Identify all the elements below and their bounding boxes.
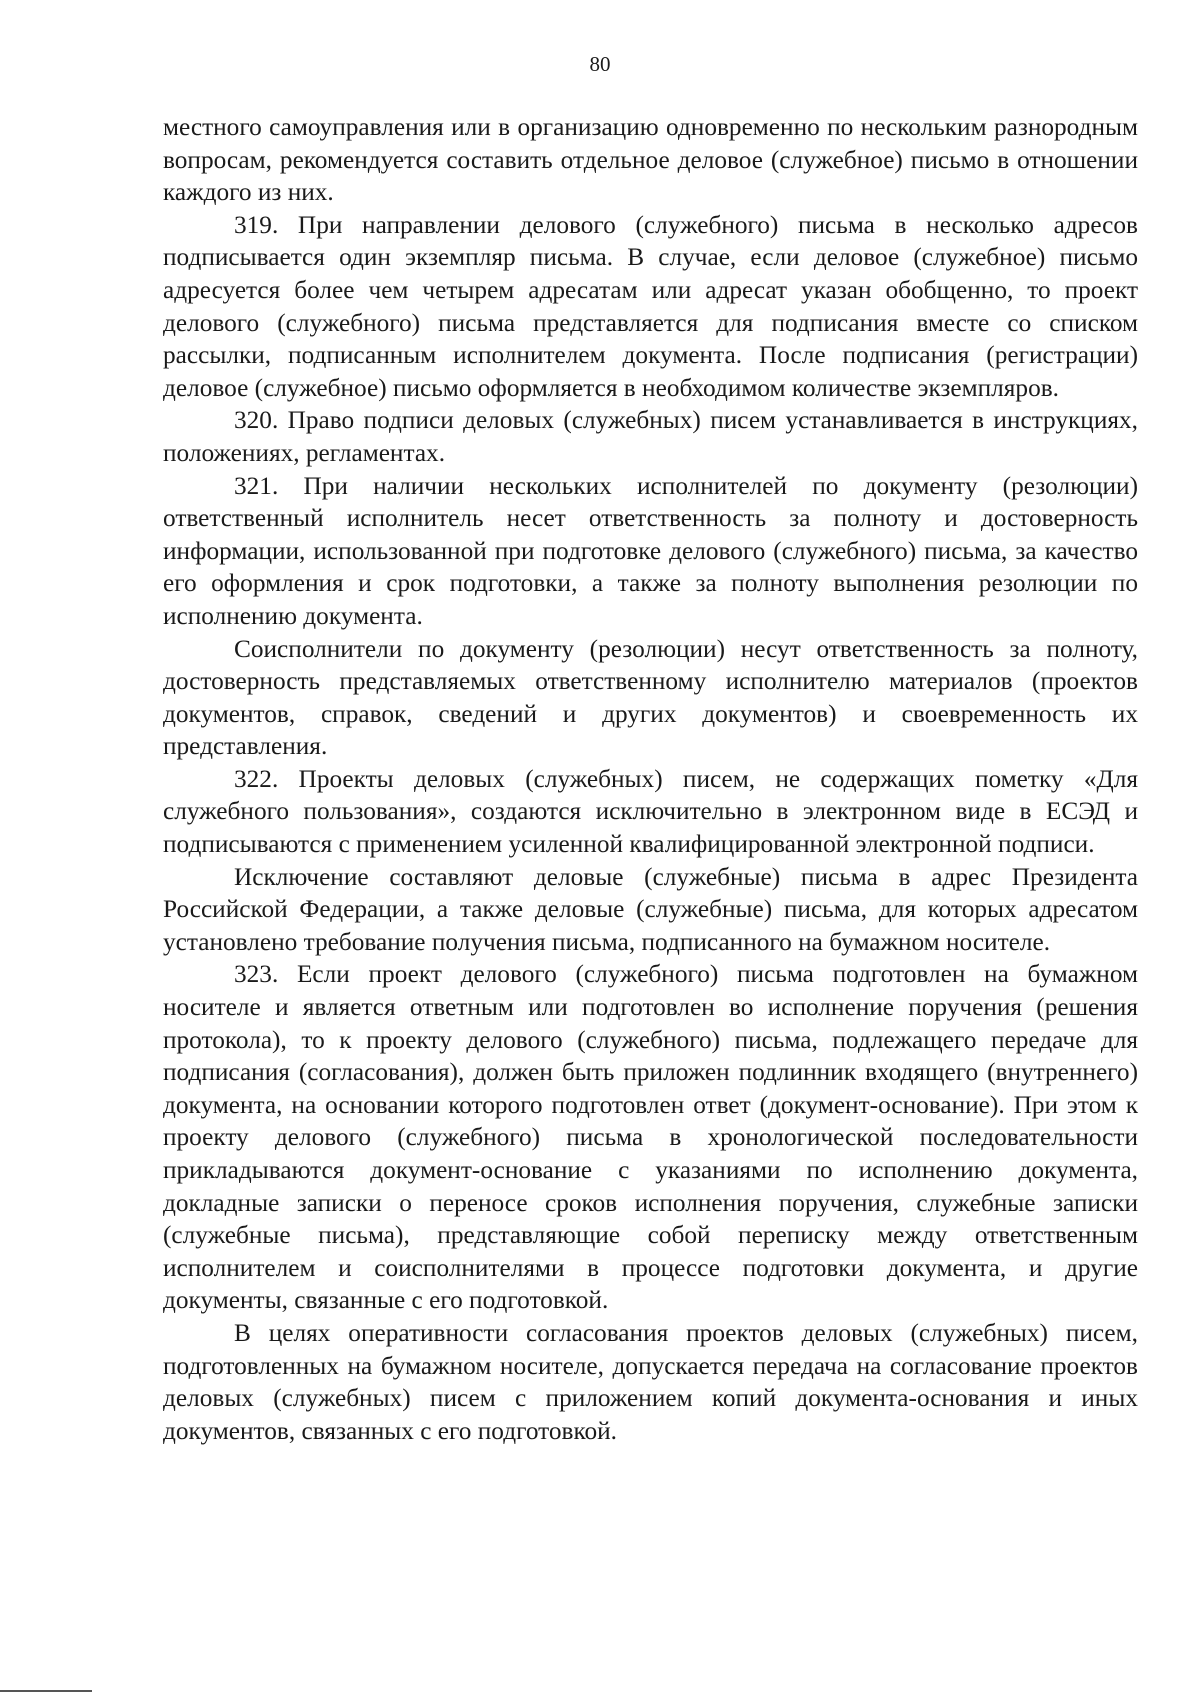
paragraph-323: 323. Если проект делового (служебного) письма подготовлен на бумажном носителе и является ответным или подготовлен во исполнение поручения (решения протокола), то к проекту делового (служебного) письма, подлежащего передаче для подписания (согласования), должен быть приложен подлинник входящего (внутреннего) документа, на основании которого подготовлен ответ (документ-основание). При этом к проекту делового (служебного) письма в хронологической последовательности прикладываются документ-основание с указаниями по исполнению документа, докладные записки о переносе сроков исполнения поручения, служебные записки (служебные письма), представляющие собой переписку между ответственным исполнителем и соисполнителями в процессе подготовки документа, и другие документы, связанные с его подготовкой.: [163, 960, 1138, 1315]
paragraph-321-coexecutors: Соисполнители по документу (резолюции) несут ответственность за полноту, достоверность представляемых ответственному исполнителю материалов (проектов документов, справок, сведений и других документов) и своевременность их представления.: [163, 634, 1138, 761]
document-body: [163, 111, 1138, 1447]
paragraph-321: 321. При наличии нескольких исполнителей по документу (резолюции) ответственный исполнитель несет ответственность за полноту и достоверность информации, использованной при подготовке делового (служебного) письма, за качество его оформления и срок подготовки, а также за полноту выполнения резолюции по исполнению документа.: [163, 471, 1138, 630]
paragraph-continuation: местного самоуправления или в организацию одновременно по нескольким разнородным вопросам, рекомендуется составить отдельное деловое (служебное) письмо в отношении каждого из них.: [163, 113, 1138, 207]
scan-edge-mark: [0, 1690, 92, 1692]
paragraph-323-approval: В целях оперативности согласования проектов деловых (служебных) писем, подготовленных на бумажном носителе, допускается передача на согласование проектов деловых (служебных) писем с приложением копий документа-основания и иных документов, связанных с его подготовкой.: [163, 1318, 1138, 1445]
paragraph-322: 322. Проекты деловых (служебных) писем, не содержащих пометку «Для служебного пользования», создаются исключительно в электронном виде в ЕСЭД и подписываются с применением усиленной квалифицированной электронной подписи.: [163, 764, 1138, 859]
page-number: 80: [589, 52, 611, 76]
paragraph-320: 320. Право подписи деловых (служебных) писем устанавливается в инструкциях, положениях, регламентах.: [163, 406, 1138, 467]
paragraph-322-exception: Исключение составляют деловые (служебные) письма в адрес Президента Российской Федерации, а также деловые (служебные) письма, для которых адресатом установлено требование получения письма, подписанного на бумажном носителе.: [163, 862, 1138, 956]
paragraph-319: 319. При направлении делового (служебного) письма в несколько адресов подписывается один экземпляр письма. В случае, если деловое (служебное) письмо адресуется более чем четырем адресатам или адресат указан обобщенно, то проект делового (служебного) письма представляется для подписания вместе со списком рассылки, подписанным исполнителем документа. После подписания (регистрации) деловое (служебное) письмо оформляется в необходимом количестве экземпляров.: [163, 210, 1138, 402]
